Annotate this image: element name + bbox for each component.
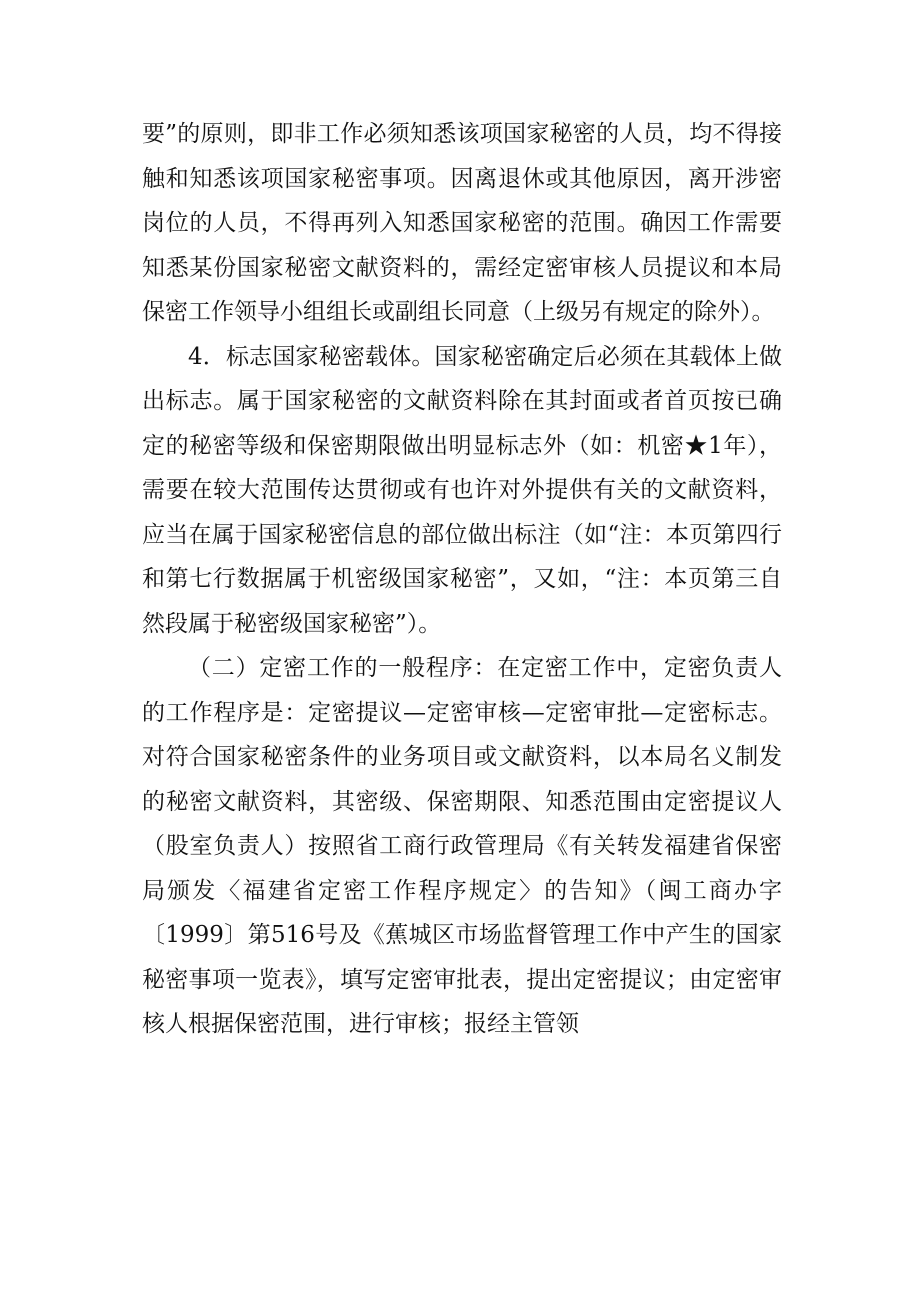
paragraph-continuation: 要”的原则，即非工作必须知悉该项国家秘密的人员，均不得接触和知悉该项国家秘密事项。因离退休或其他原因，离开涉密岗位的人员，不得再列入知悉国家秘密的范围。确因工作需要知悉某份国家秘密文献资料的，需经定密审核人员提议和本局保密工作领导小组组长或副组长同意（上级另有规定的除外）。 [142, 121, 782, 325]
paragraph-classification-procedure: （二）定密工作的一般程序：在定密工作中，定密负责人的工作程序是：定密提议—定密审核—定密审批—定密标志。对符合国家秘密条件的业务项目或文献资料，以本局名义制发的秘密文献资料，其密级、保密期限、知悉范围由定密提议人（股室负责人）按照省工商行政管理局《有关转发福建省保密局颁发〈福建省定密工作程序规定〉的告知》（闽工商办字〔1999〕第516号及《蕉城区市场监督管理工作中产生的国家秘密事项一览表》，填写定密审批表，提出定密提议；由定密审核人根据保密范围，进行审核；报经主管领 [142, 655, 782, 1037]
document-body [142, 112, 782, 1047]
paragraph-marking-secret-carriers: 4．标志国家秘密载体。国家秘密确定后必须在其载体上做出标志。属于国家秘密的文献资料除在其封面或者首页按已确定的秘密等级和保密期限做出明显标志外（如：机密★1年），需要在较大范围传达贯彻或有也许对外提供有关的文献资料，应当在属于国家秘密信息的部位做出标注（如“注：本页第四行和第七行数据属于机密级国家秘密”，又如，“注：本页第三自然段属于秘密级国家秘密”）。 [142, 343, 782, 637]
